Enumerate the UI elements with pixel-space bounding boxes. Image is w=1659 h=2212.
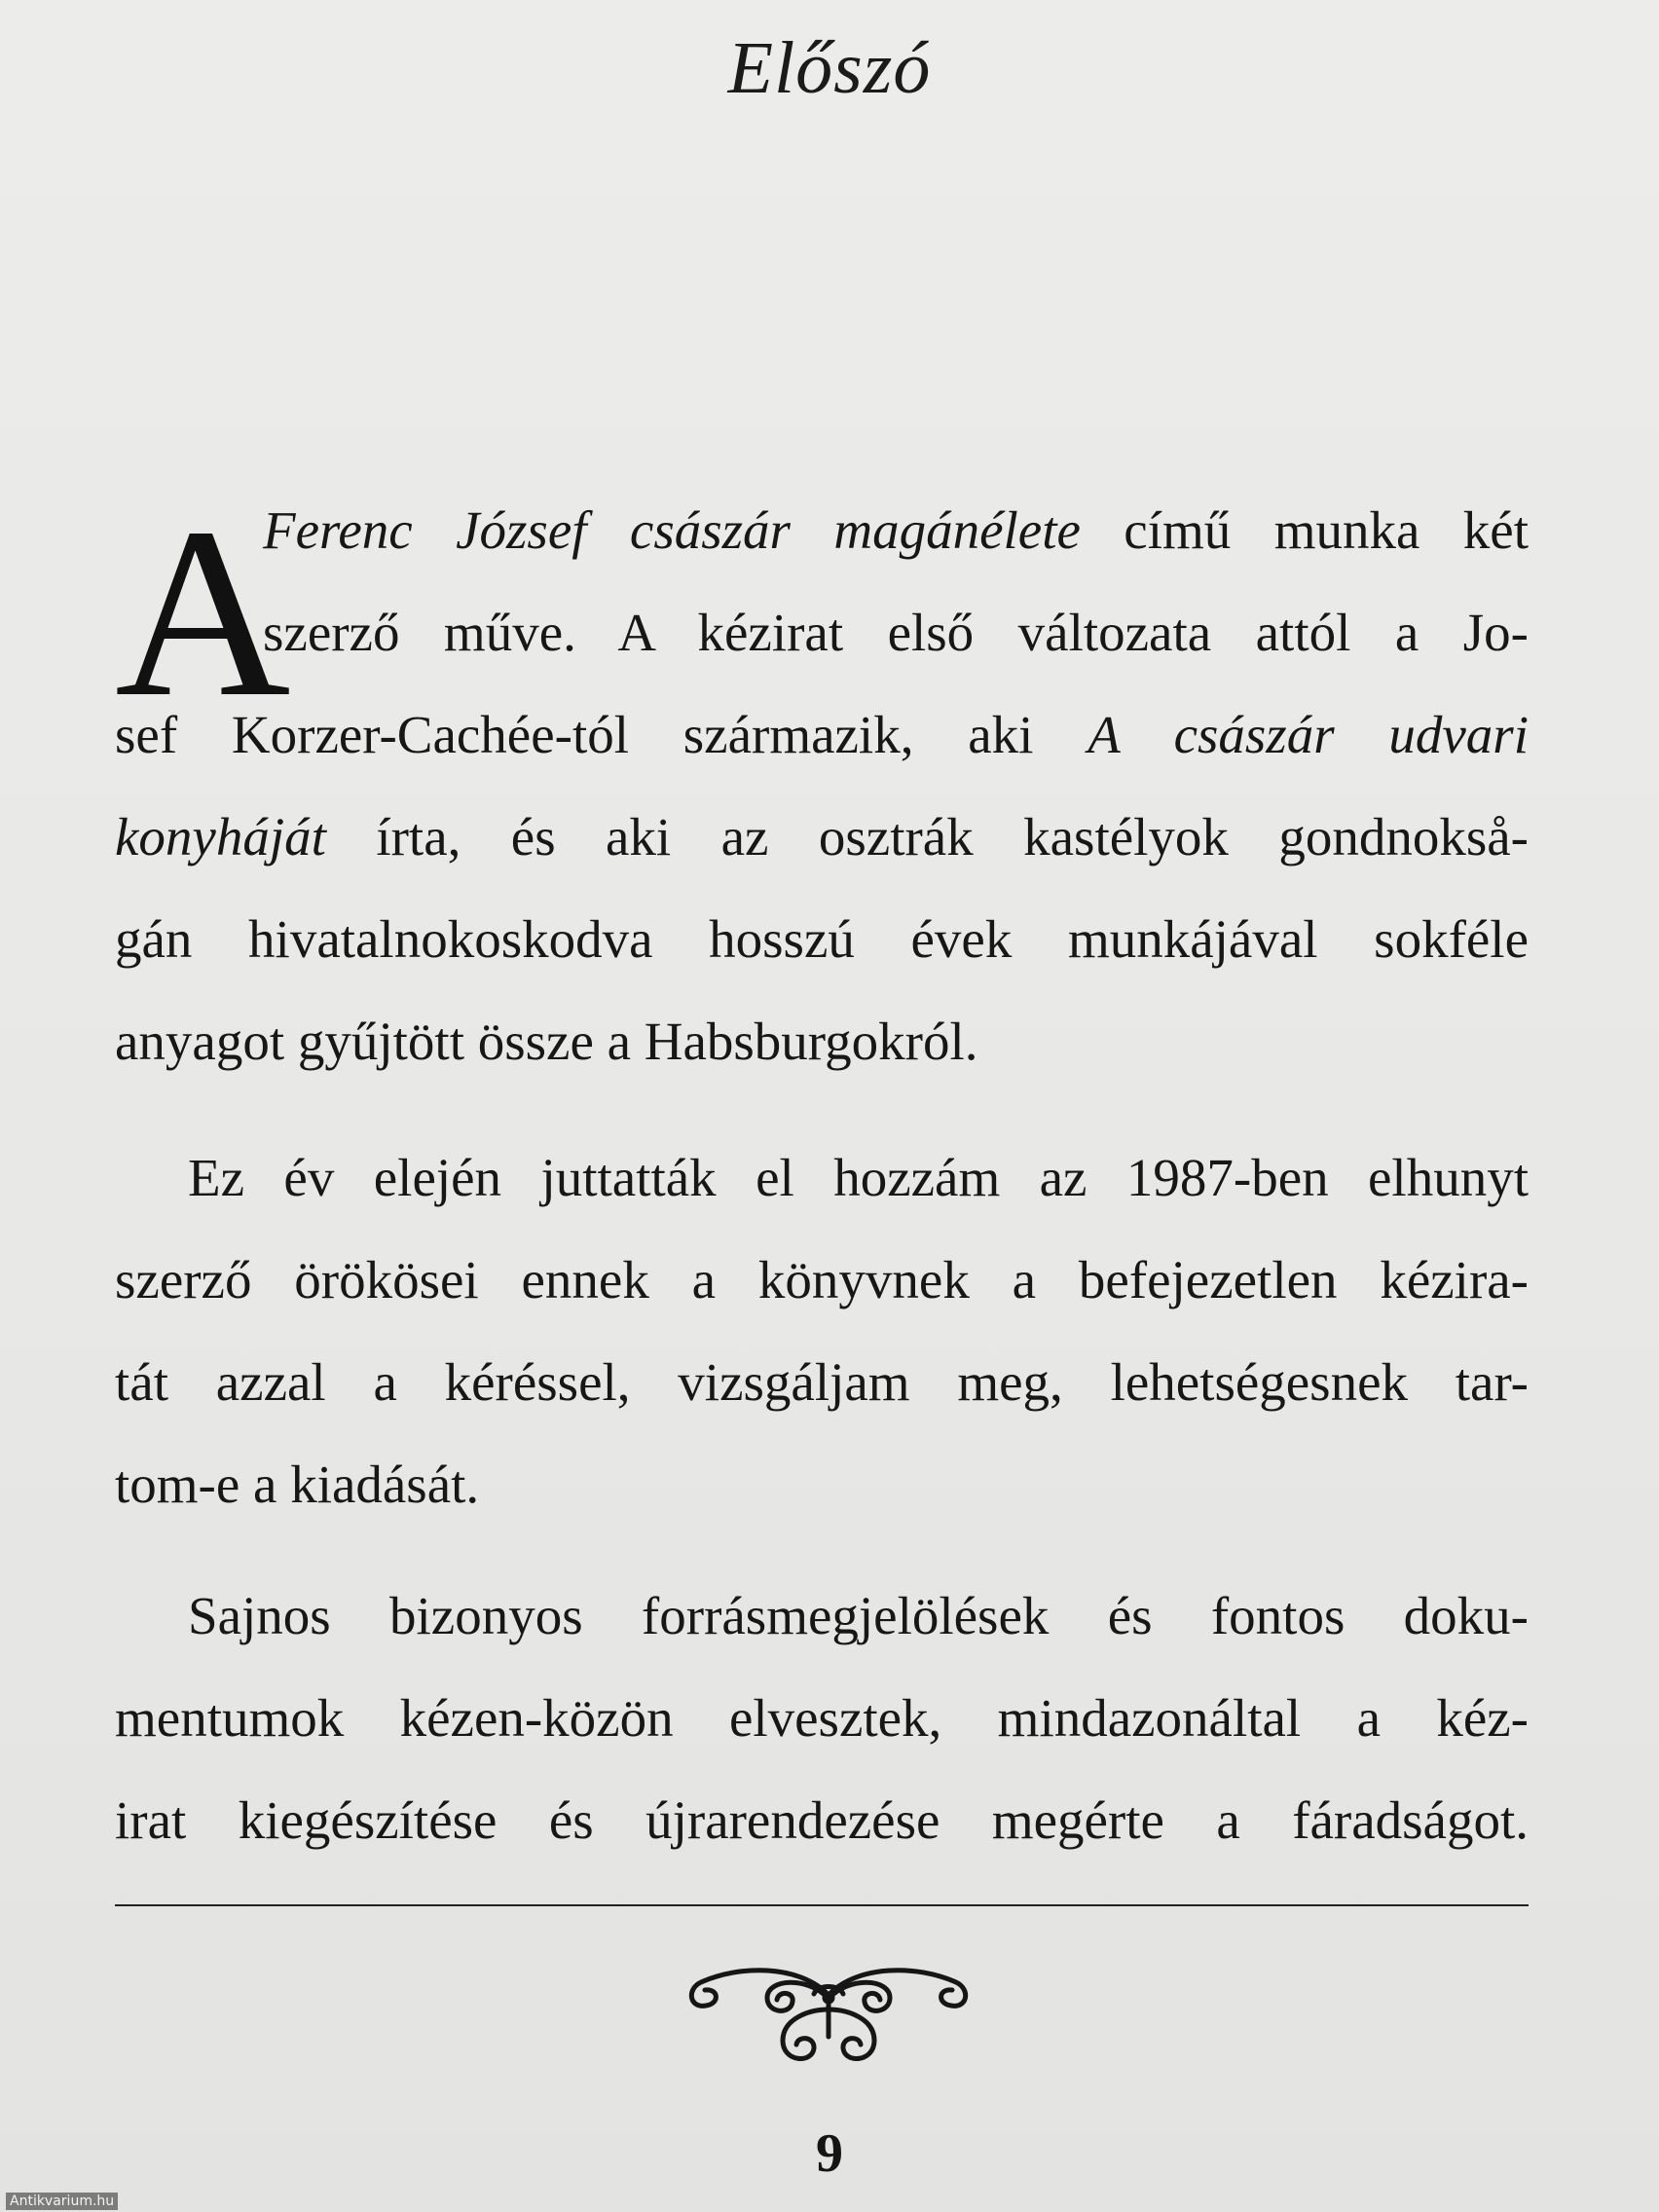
paragraph-2-line-1-text: Ez év elején juttatták el hozzám az 1987-ben elhunyt xyxy=(188,1148,1529,1207)
page-number: 9 xyxy=(816,2123,843,2184)
paragraph-3-line-3: irat kiegészítése és újrarendezése megérte a fáradságot. xyxy=(115,1790,1529,1850)
watermark-text: Antikvarium.hu xyxy=(6,2193,118,2210)
paragraph-1-top xyxy=(263,479,1529,683)
paragraph-1-line-3-start: sef Korzer-Cachée-tól származik, aki xyxy=(115,705,1088,764)
paragraph-1-line-5: gán hivatalnokoskodva hosszú évek munkájával sokféle xyxy=(115,909,1529,969)
paragraph-1-line-1 xyxy=(263,479,1529,581)
cookbook-title-italic: A császár udvari xyxy=(1088,705,1529,764)
paragraph-1-line-3 xyxy=(115,683,1529,786)
paragraph-2-line-3: tát azzal a kéréssel, vizsgáljam meg, lehetségesnek tar- xyxy=(115,1352,1529,1412)
paragraph-3-line-1 xyxy=(115,1565,1529,1667)
cookbook-title-italic-continued: konyháját xyxy=(115,807,326,866)
paragraph-2-line-4: tom-e a kiadását. xyxy=(115,1455,480,1514)
paragraph-3 xyxy=(115,1565,1529,1871)
paragraph-2-line-1 xyxy=(115,1126,1529,1229)
paragraph-1-line-1-rest: című munka két xyxy=(1080,500,1529,560)
book-title-italic: Ferenc József császár magánélete xyxy=(263,500,1081,560)
paragraph-1-body xyxy=(115,683,1529,1092)
paragraph-1-line-4-rest: írta, és aki az osztrák kastélyok gondnokså- xyxy=(325,807,1529,866)
paragraph-2 xyxy=(115,1126,1529,1535)
paragraph-3-line-1-text: Sajnos bizonyos forrásmegjelölések és fontos doku- xyxy=(188,1586,1529,1645)
paragraph-3-line-2: mentumok kézen-közön elvesztek, mindazonáltal a kéz- xyxy=(115,1688,1529,1748)
horizontal-rule xyxy=(115,1904,1529,1906)
drop-cap-letter: A xyxy=(115,478,291,748)
paragraph-1-line-2: szerző műve. A kézirat első változata attól a Jo- xyxy=(263,603,1529,662)
paragraph-1-line-4 xyxy=(115,786,1529,888)
page-title: Előszó xyxy=(727,27,932,109)
scroll-flourish-ornament-icon xyxy=(682,1955,976,2072)
paragraph-2-line-2: szerző örökösei ennek a könyvnek a befejezetlen kézira- xyxy=(115,1250,1529,1309)
paragraph-1-line-6: anyagot gyűjtött össze a Habsburgokról. xyxy=(115,1012,978,1071)
